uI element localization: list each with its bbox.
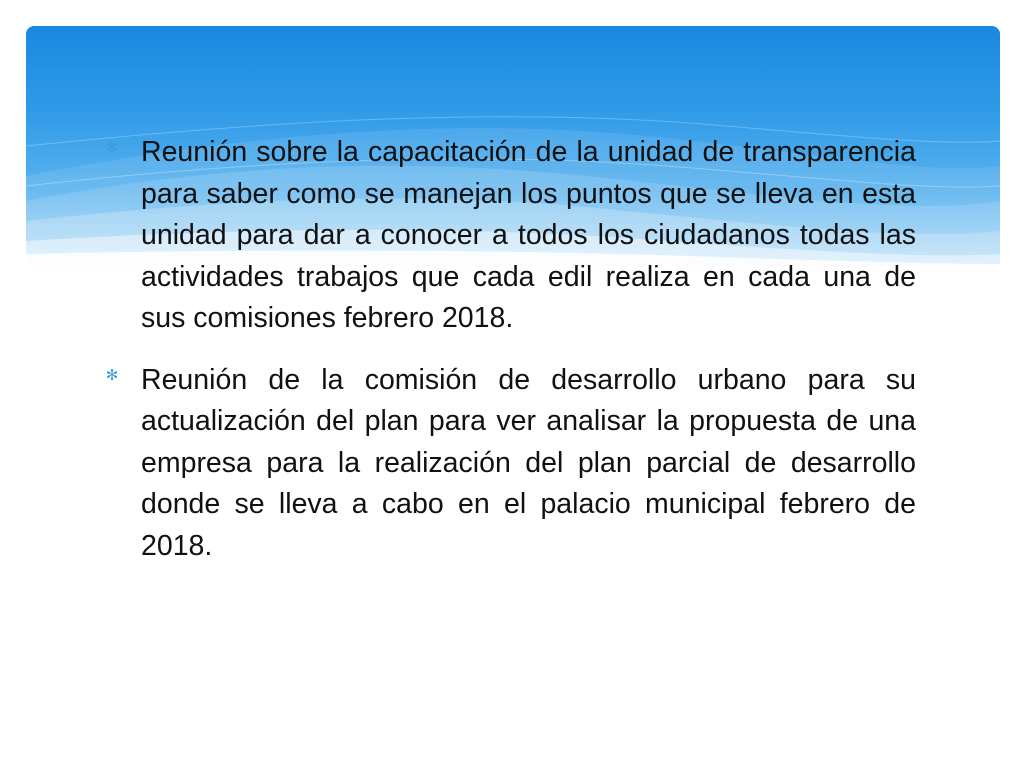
bullet-list: [104, 132, 916, 587]
bullet-text: Reunión sobre la capacitación de la unidad de transparencia para saber como se manejan los puntos que se lleva en esta unidad para dar a conocer a todos los ciudadanos todas las actividades trabajos que cada edil realiza en cada una de sus comisiones febrero 2018.: [141, 136, 916, 334]
asterisk-icon: ✻: [105, 366, 119, 384]
list-item: [104, 132, 916, 340]
list-item: [104, 360, 916, 568]
bullet-text: Reunión de la comisión de desarrollo urbano para su actualización del plan para ver analisar la propuesta de una empresa para la realización del plan parcial de desarrollo donde se lleva a cabo en el palacio municipal febrero de 2018.: [141, 363, 916, 562]
asterisk-icon: ✻: [105, 139, 119, 156]
